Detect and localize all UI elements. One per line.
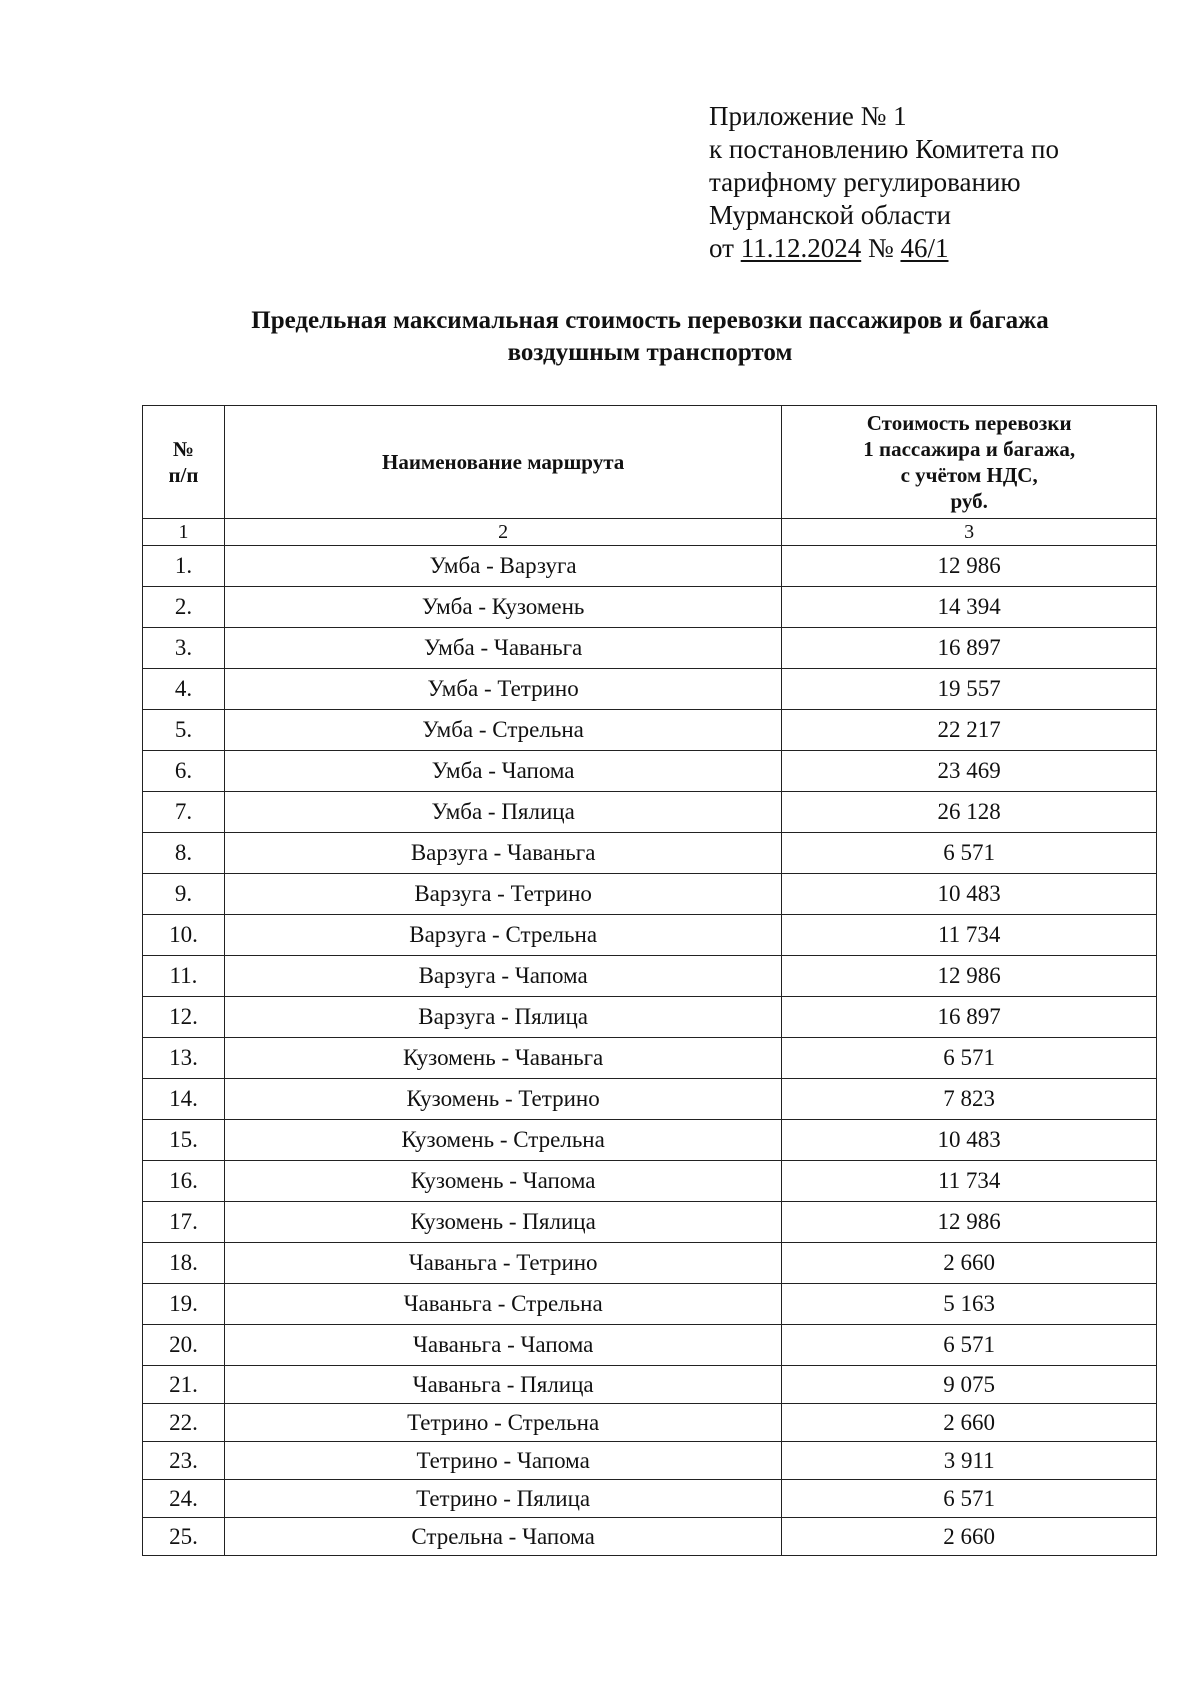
table-row — [143, 956, 1157, 997]
table-row — [143, 669, 1157, 710]
table-row — [143, 915, 1157, 956]
table-row — [143, 751, 1157, 792]
route-name: Варзуга - Чаваньга — [224, 833, 781, 874]
row-number: 25. — [143, 1518, 225, 1556]
table-row — [143, 1243, 1157, 1284]
route-name: Чаваньга - Стрельна — [224, 1284, 781, 1325]
route-price: 3 911 — [782, 1442, 1157, 1480]
row-number: 17. — [143, 1202, 225, 1243]
route-name: Кузомень - Стрельна — [224, 1120, 781, 1161]
route-name: Варзуга - Пялица — [224, 997, 781, 1038]
route-price: 2 660 — [782, 1404, 1157, 1442]
route-price: 16 897 — [782, 628, 1157, 669]
header-price: Стоимость перевозки 1 пассажира и багажа, с учётом НДС, руб. — [782, 406, 1157, 519]
table-row — [143, 833, 1157, 874]
route-name: Кузомень - Тетрино — [224, 1079, 781, 1120]
appendix-committee-line: тарифному регулированию — [709, 167, 1021, 197]
route-name: Варзуга - Тетрино — [224, 874, 781, 915]
table-row — [143, 1325, 1157, 1366]
route-price: 6 571 — [782, 833, 1157, 874]
row-number: 11. — [143, 956, 225, 997]
row-number: 6. — [143, 751, 225, 792]
row-number: 16. — [143, 1161, 225, 1202]
route-name: Умба - Тетрино — [224, 669, 781, 710]
table-row — [143, 1079, 1157, 1120]
row-number: 22. — [143, 1404, 225, 1442]
row-number: 8. — [143, 833, 225, 874]
route-price: 14 394 — [782, 587, 1157, 628]
row-number: 10. — [143, 915, 225, 956]
route-price: 11 734 — [782, 1161, 1157, 1202]
route-name: Умба - Варзуга — [224, 546, 781, 587]
route-price: 12 986 — [782, 956, 1157, 997]
route-name: Тетрино - Пялица — [224, 1480, 781, 1518]
route-price: 11 734 — [782, 915, 1157, 956]
resolution-date: 11.12.2024 — [740, 233, 862, 263]
resolution-number: 46/1 — [900, 233, 949, 263]
route-price: 5 163 — [782, 1284, 1157, 1325]
row-number: 14. — [143, 1079, 225, 1120]
appendix-region-line: Мурманской области — [709, 200, 951, 230]
route-price: 10 483 — [782, 1120, 1157, 1161]
route-price: 23 469 — [782, 751, 1157, 792]
route-price: 2 660 — [782, 1518, 1157, 1556]
row-number: 24. — [143, 1480, 225, 1518]
route-name: Чаваньга - Тетрино — [224, 1243, 781, 1284]
column-numbers-row — [143, 519, 1157, 546]
table-body — [143, 546, 1157, 1556]
route-name: Умба - Стрельна — [224, 710, 781, 751]
date-prefix: от — [709, 233, 734, 263]
column-number: 2 — [224, 519, 781, 546]
route-price: 12 986 — [782, 1202, 1157, 1243]
route-name: Умба - Пялица — [224, 792, 781, 833]
row-number: 4. — [143, 669, 225, 710]
route-name: Стрельна - Чапома — [224, 1518, 781, 1556]
table-row — [143, 1442, 1157, 1480]
title-line-1: Предельная максимальная стоимость перевозки пассажиров и багажа — [251, 307, 1049, 334]
route-price: 22 217 — [782, 710, 1157, 751]
route-name: Умба - Кузомень — [224, 587, 781, 628]
route-price: 6 571 — [782, 1325, 1157, 1366]
row-number: 13. — [143, 1038, 225, 1079]
table-row — [143, 792, 1157, 833]
row-number: 3. — [143, 628, 225, 669]
route-price: 6 571 — [782, 1038, 1157, 1079]
row-number: 9. — [143, 874, 225, 915]
table-row — [143, 1284, 1157, 1325]
row-number: 19. — [143, 1284, 225, 1325]
row-number: 18. — [143, 1243, 225, 1284]
route-name: Кузомень - Чаваньга — [224, 1038, 781, 1079]
table-row — [143, 1404, 1157, 1442]
route-name: Кузомень - Чапома — [224, 1161, 781, 1202]
row-number: 5. — [143, 710, 225, 751]
tariff-table — [142, 405, 1157, 1556]
row-number: 7. — [143, 792, 225, 833]
table-row — [143, 628, 1157, 669]
table-row — [143, 1366, 1157, 1404]
route-price: 12 986 — [782, 546, 1157, 587]
table-row — [143, 1480, 1157, 1518]
route-name: Умба - Чаваньга — [224, 628, 781, 669]
table-row — [143, 1161, 1157, 1202]
row-number: 1. — [143, 546, 225, 587]
route-name: Умба - Чапома — [224, 751, 781, 792]
route-name: Варзуга - Чапома — [224, 956, 781, 997]
table-row — [143, 587, 1157, 628]
row-number: 20. — [143, 1325, 225, 1366]
route-price: 16 897 — [782, 997, 1157, 1038]
route-price: 6 571 — [782, 1480, 1157, 1518]
route-name: Чаваньга - Чапома — [224, 1325, 781, 1366]
route-price: 9 075 — [782, 1366, 1157, 1404]
column-number: 3 — [782, 519, 1157, 546]
route-name: Варзуга - Стрельна — [224, 915, 781, 956]
appendix-resolution-line: к постановлению Комитета по — [709, 134, 1059, 164]
route-name: Кузомень - Пялица — [224, 1202, 781, 1243]
route-price: 2 660 — [782, 1243, 1157, 1284]
route-price: 19 557 — [782, 669, 1157, 710]
table-row — [143, 546, 1157, 587]
route-price: 10 483 — [782, 874, 1157, 915]
number-sign: № — [867, 233, 894, 263]
table-row — [143, 874, 1157, 915]
column-number: 1 — [143, 519, 225, 546]
route-price: 26 128 — [782, 792, 1157, 833]
route-name: Тетрино - Чапома — [224, 1442, 781, 1480]
table-row — [143, 1202, 1157, 1243]
route-name: Тетрино - Стрельна — [224, 1404, 781, 1442]
header-route: Наименование маршрута — [224, 406, 781, 519]
appendix-date-line — [709, 232, 1059, 265]
table-row — [143, 997, 1157, 1038]
table-row — [143, 1120, 1157, 1161]
row-number: 15. — [143, 1120, 225, 1161]
document-title — [130, 305, 1170, 369]
table-row — [143, 1038, 1157, 1079]
row-number: 2. — [143, 587, 225, 628]
route-name: Чаваньга - Пялица — [224, 1366, 781, 1404]
row-number: 12. — [143, 997, 225, 1038]
title-line-2: воздушным транспортом — [507, 339, 793, 366]
header-number: № п/п — [143, 406, 225, 519]
appendix-number: Приложение № 1 — [709, 101, 907, 131]
appendix-header — [709, 100, 1059, 265]
route-price: 7 823 — [782, 1079, 1157, 1120]
table-row — [143, 1518, 1157, 1556]
table-header-row — [143, 406, 1157, 519]
row-number: 21. — [143, 1366, 225, 1404]
table-row — [143, 710, 1157, 751]
row-number: 23. — [143, 1442, 225, 1480]
